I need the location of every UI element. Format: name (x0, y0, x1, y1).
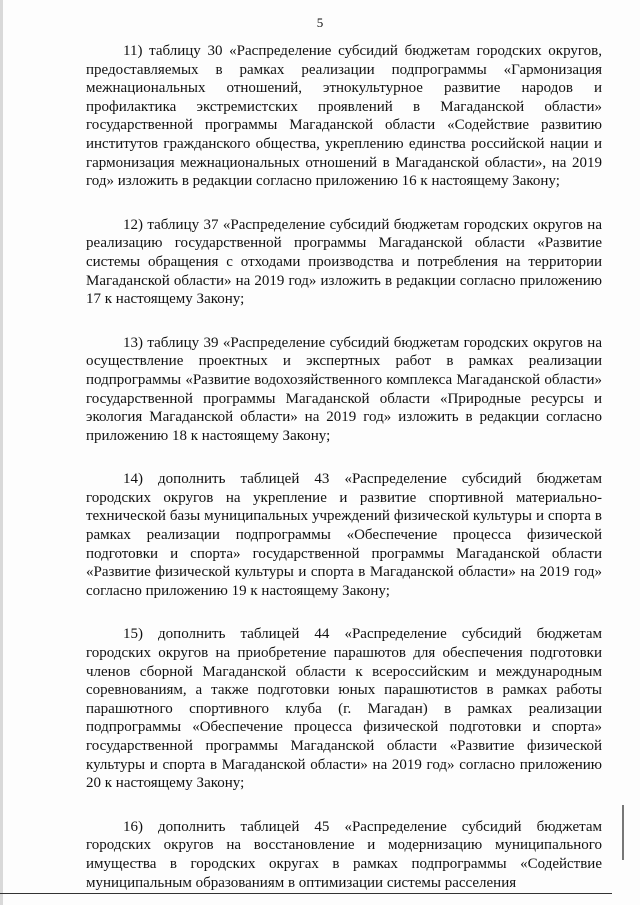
paragraph-item-12: 12) таблицу 37 «Распределение субсидий бюджетам городских округов на реализацию государственной программы Магаданской области «Развитие системы обращения с отходами производства и потребления на территории Магаданской области» на 2019 год» изложить в редакции согласно приложению 17 к настоящему Закону; (86, 216, 602, 308)
scan-bottom-edge (0, 893, 612, 894)
paragraph-item-15: 15) дополнить таблицей 44 «Распределение субсидий бюджетам городских округов на приобретение парашютов для обеспечения подготовки членов сборной Магаданской области к всероссийским и международным соревнованиям, а также подготовки юных парашютистов в рамках работы парашютного спортивного клуба (г. Магадан) в рамках реализации подпрограммы «Обеспечение процесса физической подготовки и спорта» государственной программы Магаданской области «Развитие физической культуры и спорта в Магаданской области» на 2019 год» согласно приложению 20 к настоящему Закону; (86, 626, 602, 792)
paragraph-item-16: 16) дополнить таблицей 45 «Распределение субсидий бюджетам городских округов на восстановление и модернизацию муниципального имущества в городских округах в рамках подпрограммы «Содействие муниципальным образованиям в оптимизации системы расселения (86, 818, 602, 891)
paragraph-item-14: 14) дополнить таблицей 43 «Распределение субсидий бюджетам городских округов на укрепление и развитие спортивной материально-технической базы муниципальных учреждений физической культуры и спорта в рамках реализации подпрограммы «Обеспечение процесса физической подготовки и спорта» государственной программы Магаданской области «Развитие физической культуры и спорта в Магаданской области» на 2019 год» согласно приложению 19 к настоящему Закону; (86, 471, 602, 599)
scan-left-edge (0, 0, 3, 905)
scan-margin-mark (622, 805, 624, 860)
paragraph-item-11: 11) таблицу 30 «Распределение субсидий бюджетам городских округов, предоставляемых в рамках реализации подпрограммы «Гармонизация межнациональных отношений, этнокультурное развитие народов и профилактика экстремистских проявлений в Магаданской области» государственной программы Магаданской области «Содействие развитию институтов гражданского общества, укреплению единства российской нации и гармонизация межнациональных отношений в Магаданской области», на 2019 год» изложить в редакции согласно приложению 16 к настоящему Закону; (86, 43, 602, 190)
paragraph-item-13: 13) таблицу 39 «Распределение субсидий бюджетам городских округов на осуществление проектных и экспертных работ в рамках реализации подпрограммы «Развитие водохозяйственного комплекса Магаданской области» государственной программы Магаданской области «Природные ресурсы и экология Магаданской области» на 2019 год» изложить в редакции согласно приложению 18 к настоящему Закону; (86, 334, 602, 444)
page-number: 5 (316, 15, 324, 30)
document-body (86, 42, 602, 917)
